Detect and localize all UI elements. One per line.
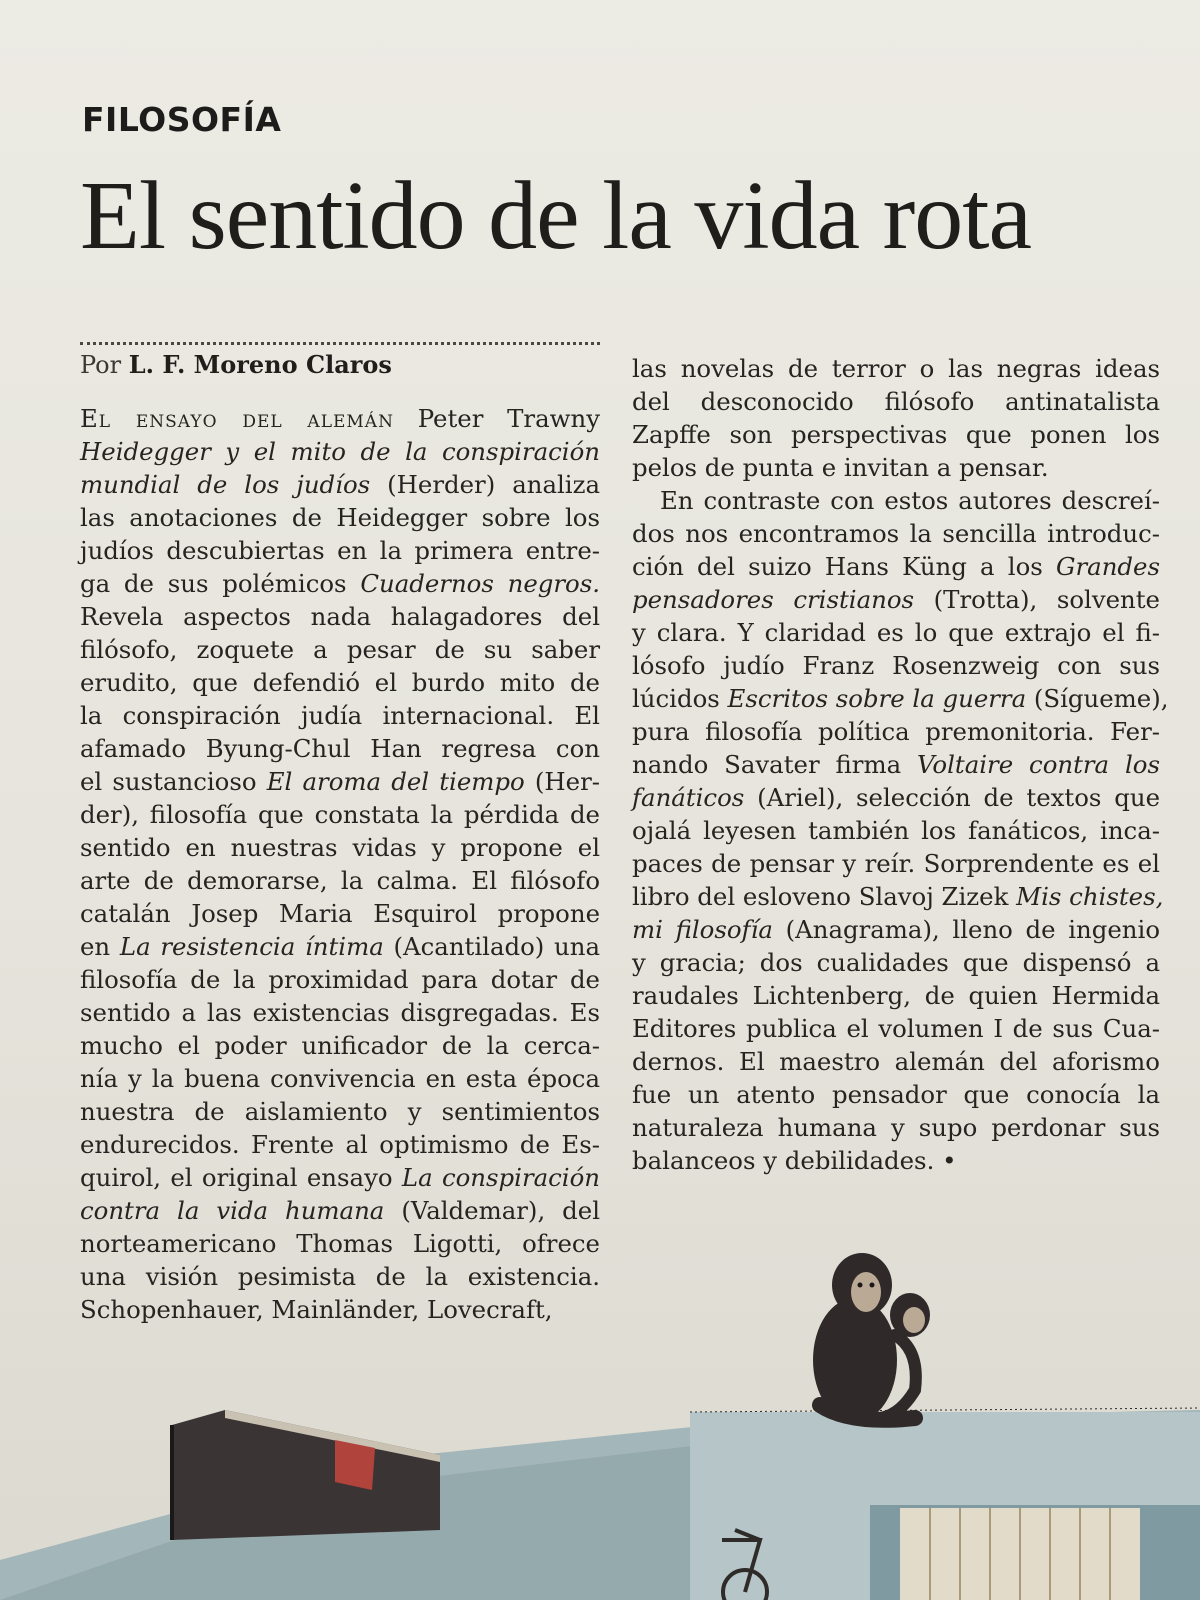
text-line (632, 1045, 1160, 1078)
text-line (80, 534, 600, 567)
text-run: en (80, 932, 120, 961)
text-line (632, 352, 1160, 385)
text-run: sentido en nuestras vidas y propone el (80, 833, 600, 862)
text-run: ga de sus polémicos (80, 569, 361, 598)
text-line (80, 1128, 600, 1161)
article-column-1 (80, 402, 600, 1326)
italic-title: pensadores cristianos (632, 585, 915, 614)
text-line (632, 715, 1160, 748)
italic-title: mi filosofía (632, 915, 773, 944)
text-run: ción del suizo Hans Küng a los (632, 552, 1057, 581)
text-run: nía y la buena convivencia en esta época (80, 1064, 600, 1093)
text-run: dos nos encontramos la sencilla introduc- (632, 519, 1160, 548)
text-run: dernos. El maestro alemán del aforismo (632, 1047, 1160, 1076)
ape-with-baby-icon (813, 1253, 930, 1422)
text-line (632, 880, 1164, 913)
text-line (80, 963, 600, 996)
text-run: pelos de punta e invitan a pensar. (632, 453, 1049, 482)
text-run: lúcidos (632, 684, 728, 713)
italic-title: Voltaire contra los (917, 750, 1160, 779)
text-run: (Herder) analiza (370, 470, 600, 499)
text-line (80, 996, 600, 1029)
text-run: el sustancioso (80, 767, 267, 796)
text-run: las novelas de terror o las negras ideas (632, 354, 1160, 383)
text-line (632, 913, 1160, 946)
text-run: quirol, el original ensayo (80, 1163, 402, 1192)
text-run: del desconocido filósofo antinatalista (632, 387, 1160, 416)
text-run: Revela aspectos nada halagadores del (80, 602, 600, 631)
text-line (80, 1161, 600, 1194)
text-line (632, 979, 1160, 1012)
italic-title: mundial de los judíos (80, 470, 371, 499)
section-label: FILOSOFÍA (82, 100, 282, 139)
book-icon (172, 1410, 440, 1540)
text-run: catalán Josep Maria Esquirol propone (80, 899, 600, 928)
text-line (80, 666, 600, 699)
text-run: afamado Byung-Chul Han regresa con (80, 734, 600, 763)
text-run: lósofo judío Franz Rosenzweig con sus (632, 651, 1160, 680)
text-line (632, 781, 1160, 814)
text-line (632, 616, 1160, 649)
text-run: filósofo, zoquete a pesar de su saber (80, 635, 600, 664)
text-line (632, 1078, 1160, 1111)
text-run: Schopenhauer, Mainländer, Lovecraft, (80, 1295, 553, 1324)
article-column-2 (632, 352, 1169, 1177)
text-line (80, 501, 600, 534)
text-line (80, 864, 600, 897)
text-line (80, 633, 600, 666)
text-line (80, 1062, 600, 1095)
italic-title: El aroma del tiempo (266, 767, 525, 796)
italic-title: Mis chistes, (1016, 882, 1164, 911)
byline (80, 350, 392, 379)
text-run: (Valdemar), del (384, 1196, 601, 1225)
text-line (632, 550, 1160, 583)
text-run: libro del esloveno Slavoj Zizek (632, 882, 1017, 911)
text-run: (Anagrama), lleno de ingenio (772, 915, 1160, 944)
text-line (80, 765, 600, 798)
text-line (80, 831, 600, 864)
text-run: Editores publica el volumen I de sus Cua- (632, 1014, 1160, 1043)
text-run: y clara. Y claridad es lo que extrajo el fi- (632, 618, 1160, 647)
text-line (80, 435, 600, 468)
text-line (632, 748, 1160, 781)
text-line (80, 468, 600, 501)
text-run: pura filosofía política premonitoria. Fer- (632, 717, 1160, 746)
italic-title: Grandes (1056, 552, 1160, 581)
text-run: una visión pesimista de la existencia. (80, 1262, 600, 1291)
headline: El sentido de la vida rota (80, 162, 1031, 270)
text-run: erudito, que defendió el burdo mito de (80, 668, 600, 697)
byline-prefix: Por (80, 351, 122, 379)
text-run: naturaleza humana y supo perdonar sus (632, 1113, 1160, 1142)
text-line (80, 402, 600, 435)
text-run: ojalá leyesen también los fanáticos, inca- (632, 816, 1160, 845)
text-line (80, 798, 600, 831)
text-line (632, 1111, 1160, 1144)
text-line (80, 567, 600, 600)
text-run: fue un atento pensador que conocía la (632, 1080, 1160, 1109)
italic-title: fanáticos (632, 783, 745, 812)
text-line (80, 1194, 600, 1227)
text-line (80, 600, 600, 633)
text-run: balanceos y debilidades. • (632, 1146, 957, 1175)
text-run: arte de demorarse, la calma. El filósofo (80, 866, 600, 895)
italic-title: Cuadernos negros. (360, 569, 601, 598)
text-run: Zapffe son perspectivas que ponen los (632, 420, 1160, 449)
text-run: Peter Trawny (393, 404, 600, 433)
text-line (80, 897, 600, 930)
text-line (632, 517, 1160, 550)
text-run: El ensayo del alemán (80, 404, 394, 433)
text-run: sentido a las existencias disgregadas. Es (80, 998, 600, 1027)
text-line (632, 418, 1160, 451)
text-line (632, 847, 1160, 880)
text-run: judíos descubiertas en la primera entre- (80, 536, 600, 565)
italic-title: La conspiración (401, 1163, 601, 1192)
text-run: paces de pensar y reír. Sorprendente es el (632, 849, 1160, 878)
byline-author: L. F. Moreno Claros (128, 350, 392, 379)
text-line (632, 385, 1160, 418)
italic-title: Heidegger y el mito de la conspiración (80, 437, 600, 466)
text-line (80, 732, 600, 765)
text-line (632, 1012, 1160, 1045)
text-run: der), filosofía que constata la pérdida de (80, 800, 600, 829)
text-run: la conspiración judía internacional. El (80, 701, 600, 730)
text-run: (Her- (524, 767, 600, 796)
text-run: las anotaciones de Heidegger sobre los (80, 503, 600, 532)
text-run: (Acantilado) una (383, 932, 600, 961)
text-run: En contraste con estos autores descreí- (660, 486, 1160, 515)
text-run: norteamericano Thomas Ligotti, ofrece (80, 1229, 600, 1258)
italic-title: La resistencia íntima (119, 932, 384, 961)
text-line (632, 946, 1160, 979)
text-line (80, 930, 600, 963)
italic-title: contra la vida humana (80, 1196, 385, 1225)
italic-title: Escritos sobre la guerra (727, 684, 1027, 713)
text-run: (Ariel), selección de textos que (744, 783, 1160, 812)
text-run: nando Savater firma (632, 750, 918, 779)
text-line (632, 583, 1160, 616)
text-run: y gracia; dos cualidades que dispensó a (632, 948, 1160, 977)
text-line (632, 814, 1160, 847)
text-line (632, 649, 1160, 682)
text-run: raudales Lichtenberg, de quien Hermida (632, 981, 1160, 1010)
byline-divider (80, 342, 600, 345)
text-line (80, 699, 600, 732)
text-run: (Trotta), solvente (914, 585, 1160, 614)
text-line (632, 1144, 1160, 1177)
text-line (80, 1095, 600, 1128)
text-run: nuestra de aislamiento y sentimientos (80, 1097, 600, 1126)
text-run: mucho el poder unificador de la cerca- (80, 1031, 600, 1060)
text-run: endurecidos. Frente al optimismo de Es- (80, 1130, 600, 1159)
text-line (80, 1029, 600, 1062)
text-line (632, 682, 1169, 715)
text-line (632, 451, 1160, 484)
text-run: filosofía de la proximidad para dotar de (80, 965, 600, 994)
text-line (632, 484, 1160, 517)
text-run: (Sígueme), (1026, 684, 1169, 713)
illustration (0, 1240, 1200, 1600)
